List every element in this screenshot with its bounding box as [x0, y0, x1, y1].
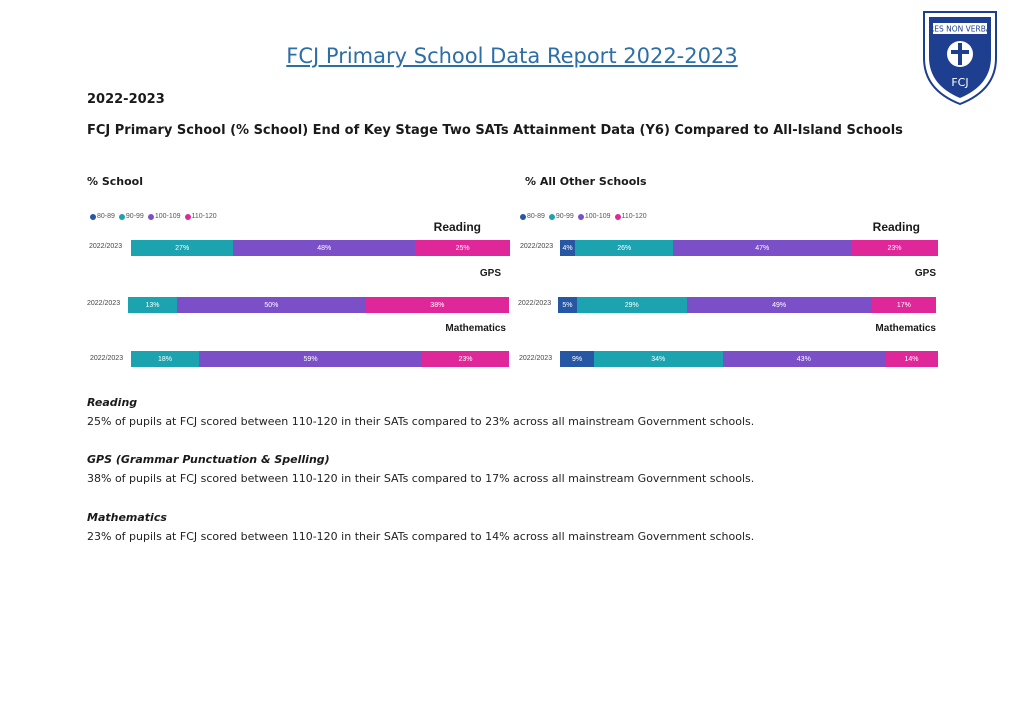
other-maths-row-label: 2022/2023 [519, 355, 553, 362]
year-heading: 2022-2023 [87, 92, 165, 107]
legend-item: 100-109 [578, 213, 611, 220]
legend-item: 80-89 [520, 213, 545, 220]
other-reading-row-label: 2022/2023 [520, 243, 554, 250]
other-maths-bar [560, 351, 938, 367]
maths-note-text: 23% of pupils at FCJ scored between 110-120 in their SATs compared to 14% across all mainstream Government schools. [87, 530, 755, 543]
gps-note-text: 38% of pupils at FCJ scored between 110-120 in their SATs compared to 17% across all mainstream Government schools. [87, 472, 755, 485]
legend-dot-icon [148, 214, 154, 220]
other-gps-row-label: 2022/2023 [518, 300, 552, 307]
school-maths-subject: Mathematics [445, 323, 506, 334]
bar-segment-90-99: 34% [594, 351, 723, 367]
bar-segment-80-89: 9% [560, 351, 594, 367]
school-panel-title: % School [87, 175, 144, 188]
school-crest-logo [920, 6, 1000, 106]
school-gps-bar [128, 297, 509, 313]
report-subtitle: FCJ Primary School (% School) End of Key Stage Two SATs Attainment Data (Y6) Compared to All-Island Schools [87, 123, 903, 138]
other-schools-panel-title: % All Other Schools [525, 175, 647, 188]
bar-segment-80-89: 5% [558, 297, 577, 313]
other-gps-subject: GPS [914, 268, 936, 279]
school-maths-row-label: 2022/2023 [90, 355, 124, 362]
school-maths-bar [131, 351, 509, 367]
legend-dot-icon [615, 214, 621, 220]
legend-dot-icon [90, 214, 96, 220]
bar-segment-110-120: 25% [415, 240, 510, 256]
bar-segment-90-99: 27% [131, 240, 233, 256]
bar-segment-100-109: 43% [723, 351, 886, 367]
other-reading-subject: Reading [872, 220, 920, 234]
bar-segment-90-99: 26% [575, 240, 673, 256]
bar-segment-110-120: 38% [366, 297, 509, 313]
legend-dot-icon [578, 214, 584, 220]
legend-item: 110-120 [185, 213, 217, 220]
svg-text:RES NON VERBA: RES NON VERBA [929, 24, 991, 34]
legend-dot-icon [520, 214, 526, 220]
other-maths-subject: Mathematics [875, 323, 936, 334]
page-title: FCJ Primary School Data Report 2022-2023 [286, 44, 738, 68]
school-gps-row-label: 2022/2023 [87, 300, 121, 307]
school-reading-bar [131, 240, 510, 256]
school-reading-row-label: 2022/2023 [89, 243, 123, 250]
school-gps-subject: GPS [479, 268, 501, 279]
other-gps-bar [558, 297, 936, 313]
other-schools-legend [520, 213, 647, 220]
legend-item: 90-99 [119, 213, 144, 220]
other-reading-bar [560, 240, 938, 256]
legend-item: 90-99 [549, 213, 574, 220]
bar-segment-110-120: 17% [872, 297, 936, 313]
bar-segment-100-109: 59% [199, 351, 422, 367]
legend-dot-icon [185, 214, 191, 220]
maths-note-heading: Mathematics [87, 511, 167, 524]
legend-dot-icon [549, 214, 555, 220]
legend-item: 100-109 [148, 213, 181, 220]
gps-note-heading: GPS (Grammar Punctuation & Spelling) [87, 453, 330, 466]
legend-item: 80-89 [90, 213, 115, 220]
bar-segment-110-120: 23% [422, 351, 509, 367]
legend-dot-icon [119, 214, 125, 220]
legend-item: 110-120 [615, 213, 647, 220]
bar-segment-100-109: 48% [233, 240, 415, 256]
bar-segment-100-109: 49% [687, 297, 872, 313]
bar-segment-100-109: 50% [177, 297, 366, 313]
reading-note-text: 25% of pupils at FCJ scored between 110-120 in their SATs compared to 23% across all mainstream Government schools. [87, 415, 755, 428]
school-legend [90, 213, 217, 220]
bar-segment-90-99: 18% [131, 351, 199, 367]
bar-segment-110-120: 23% [851, 240, 938, 256]
bar-segment-90-99: 29% [577, 297, 687, 313]
bar-segment-90-99: 13% [128, 297, 177, 313]
school-reading-subject: Reading [433, 220, 481, 234]
reading-note-heading: Reading [87, 396, 138, 409]
svg-text:FCJ: FCJ [951, 76, 969, 89]
bar-segment-100-109: 47% [673, 240, 851, 256]
bar-segment-110-120: 14% [885, 351, 938, 367]
bar-segment-80-89: 4% [560, 240, 575, 256]
